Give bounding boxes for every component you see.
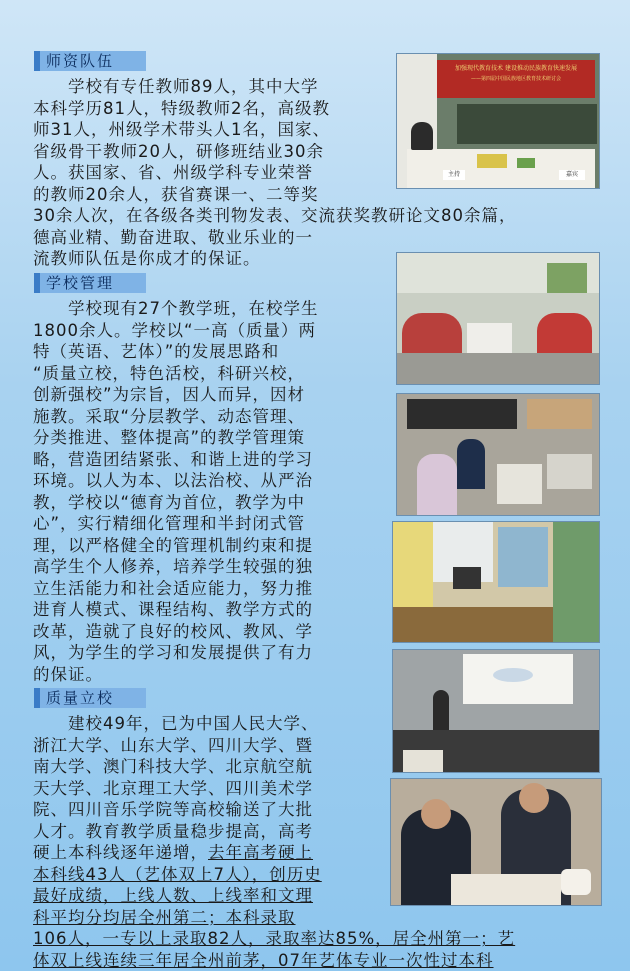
text-line: 进育人模式、课程结构、教学方式的 [33,600,313,619]
underlined-line: 106人，一专以上录取82人，录取率达85%，居全州第一；艺 [33,929,516,948]
underlined-line: 最好成绩，上线人数、上线率和文理 [33,886,313,905]
photo-conference [396,53,600,189]
photo-computer-lab [396,393,600,516]
text-line: 师31人，州级学术带头人1名，国家、 [33,120,330,139]
text-line: 改革，造就了良好的校风、教风、学 [33,621,313,641]
text-line: 心”，实行精细化管理和半封闭式管 [33,514,306,533]
text-line: 创新强校”为宗旨，因人而异，因材 [33,385,306,404]
banner-line-2: ——第四届中国民族地区教育技术研讨会 [470,76,561,82]
text-line: 教，学校以“德育为首位，教学为中 [33,492,306,512]
text-line: 天大学、北京理工大学、四川美术学 [33,778,313,798]
text-line: 环境。以人为本、以法治校、从严治 [33,471,313,490]
text-line: 施教。采取“分层教学、动态管理、 [33,406,306,426]
text-line: 特（英语、艺体）”的发展思路和 [33,342,280,361]
text-line: 的保证。 [33,664,103,684]
underlined-fragment: 去年高考硬上 [208,843,313,862]
text-line: “质量立校，特色活校，科研兴校， [33,363,306,383]
text-line: 人才。教育教学质量稳步提高，高考 [33,821,313,841]
text-line: 学校现有27个教学班，在校学生 [33,299,319,318]
photo-lecture [392,649,600,773]
text-line: 浙江大学、山东大学、四川大学、暨 [33,735,313,755]
text-line: 德高业精、勤奋进取、敬业乐业的一 [33,227,313,247]
section-heading-quality: 质量立校 [34,688,146,708]
placard-left: 主持 [443,170,465,180]
text-line: 略，营造团结紧张、和谐上进的学习 [33,449,313,469]
underlined-line: 本科线43人（艺体双上7人），创历史 [33,864,322,884]
placard-right: 嘉宾 [559,170,585,180]
text-line: 省级骨干教师20人，研修班结业30余 [33,141,324,161]
management-paragraph [33,298,319,685]
text-line: 学校有专任教师89人，其中大学 [33,77,319,96]
text-fragment: 硬上本科线逐年递增， [33,843,208,862]
photo-dormitory [392,521,600,643]
banner-line-1: 加强现代教育技术 建设推动民族教育快速发展 [455,65,577,72]
text-line: 流教师队伍是你成才的保证。 [33,249,261,268]
text-line: 风，为学生的学习和发展提供了有力 [33,643,313,662]
text-line: 立生活能力和社会适应能力，努力推 [33,578,313,598]
text-line: 南大学、澳门科技大学、北京航空航 [33,757,313,776]
text-line: 建校49年，已为中国人民大学、 [33,714,319,733]
conference-banner [437,60,595,98]
text-line: 理，以严格健全的管理机制约束和提 [33,535,313,555]
section-heading-management: 学校管理 [34,273,146,293]
underlined-line: 体双上线连续三年居全州前茅，07年艺体专业一次性过本科 [33,950,494,970]
underlined-line: 科平均分均居全州第二；本科录取 [33,907,296,927]
text-line: 人。获国家、省、州级学科专业荣誉 [33,163,313,182]
text-line: 高学生个人修养，培养学生较强的独 [33,557,313,576]
text-line: 的教师20余人，获省赛课一、二等奖 [33,184,319,204]
section-heading-faculty: 师资队伍 [34,51,146,71]
text-line: 1800余人。学校以“一高（质量）两 [33,320,317,340]
photo-classroom-students [396,252,600,385]
text-line: 本科学历81人，特级教师2名，高级教 [33,98,330,118]
text-line: 院、四川音乐学院等高校输送了大批 [33,800,313,819]
text-line: 分类推进、整体提高”的教学管理策 [33,428,306,447]
photo-lab-experiment [390,778,602,906]
text-line: 30余人次，在各级各类刊物发表、交流获奖教研论文80余篇， [33,206,517,225]
